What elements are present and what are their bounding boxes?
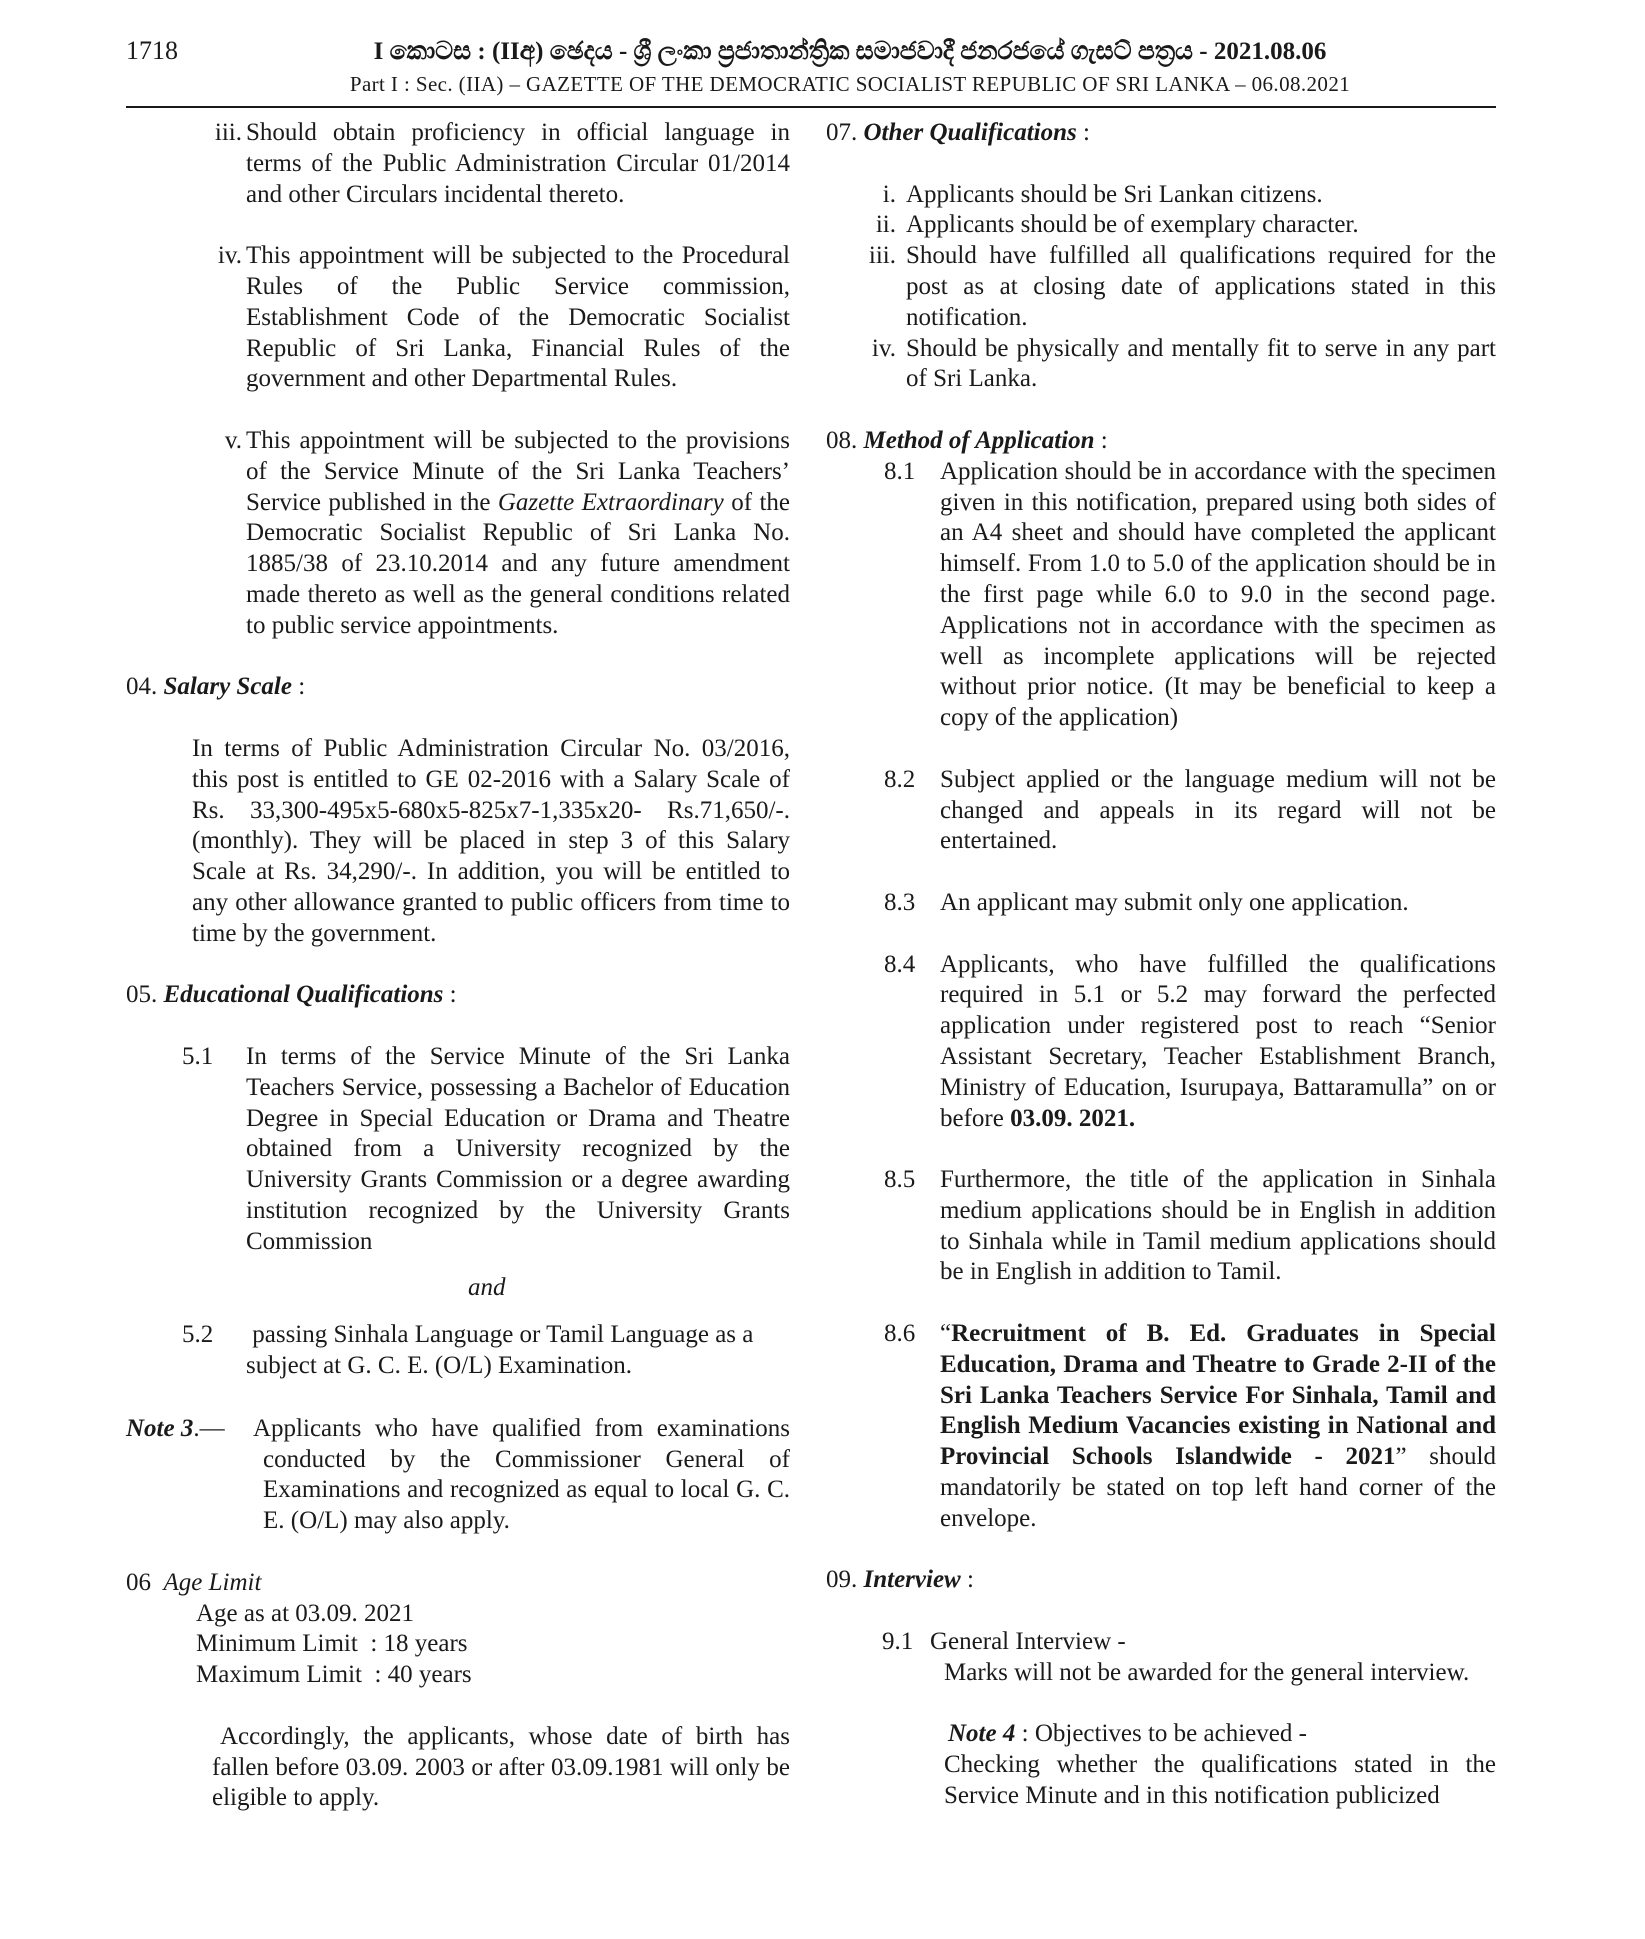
clause-8-2: 8.2 Subject applied or the language medium will not be changed and appeals in its regard will not be entertained. [884,765,1496,855]
list-item: iii. Should have fulfilled all qualifications required for the post as at closing date of applications stated in this notification. [868,242,1496,331]
right-column [826,118,1496,1812]
clause-8-4: 8.4 Applicants, who have fulfilled the qualifications required in 5.1 or 5.2 may forward the perfected application under registered post to reach “Senior Assistant Secretary, Teacher Establishment Branch, Ministry of Education, Isurupaya, Battaramulla” on or before 03.09. 2021. [884,950,1496,1132]
header-title-sinhala: I කොටස : (IIඅ) ඡෙදය - ශ්‍රී ලංකා ප්‍රජාතාන්ත්‍රික සමාජවාදී ජනරජයේ ගැසට් පත්‍රය - 2021.08.06 [373,38,1327,65]
list-item-number: v. [224,426,242,454]
age-as-at: Age as at 03.09. 2021 [196,1599,415,1627]
age-limit-eligibility: Accordingly, the applicants, whose date of birth has fallen before 03.09. 2003 or after 03.09.1981 will only be eligible to apply. [212,1722,790,1812]
list-item-text: This appointment will be subjected to the Procedural Rules of the Public Service commission, Establishment Code of the Democratic Socialist Republic of Sri Lanka, Financial Rules of the government and other Departmental Rules. [246,242,790,393]
minimum-limit: Minimum Limit : 18 years [196,1630,468,1658]
clause-number: 5.1 [182,1042,214,1070]
clause-text: passing Sinhala Language or Tamil Language as a subject at G. C. E. (O/L) Examination. [246,1321,760,1380]
salary-scale-body: In terms of Public Administration Circular No. 03/2016, this post is entitled to GE 02-2016 with a Salary Scale of Rs. 33,300-495x5-680x5-825x7-1,335x20- Rs.71,650/-. (monthly). They will be placed in step 3 of this Salary Scale at Rs. 34,290/-. In addition, you will be entitled to any other allowance granted to public officers from time to time by the government. [192,734,790,947]
list-item-number: iii. [214,119,242,146]
clause-text: In terms of the Service Minute of the Sri Lanka Teachers Service, possessing a Bachelor of Education Degree in Special Education or Drama and Theatre obtained from a University recognized by the University Grants Commission or a degree awarding institution recognized by the University Grants Commission [246,1042,790,1255]
section-heading-salary-scale: 04. Salary Scale : [126,673,306,701]
list-item: ii. Applicants should be of exemplary character. [875,211,1359,239]
note-4-heading: Note 4 : Objectives to be achieved - [948,1720,1307,1748]
list-item-iii [126,118,790,210]
clause-8-3: 8.3 An applicant may submit only one application. [884,888,1409,916]
clause-8-5: 8.5 Furthermore, the title of the application in Sinhala medium applications should be in English in addition to Sinhala while in Tamil medium applications should be in English in addition to Tamil. [884,1166,1496,1286]
general-interview-text: Marks will not be awarded for the general interview. [944,1658,1470,1686]
age-limit-details [126,1599,790,1691]
list-item: i. Applicants should be Sri Lankan citizens. [882,180,1323,208]
header-rule [126,106,1496,108]
maximum-limit: Maximum Limit : 40 years [196,1661,472,1689]
other-qualifications-list [826,180,1496,396]
clause-number: 5.2 [182,1321,214,1349]
page-number: 1718 [126,36,178,65]
clause-8-1: 8.1 Application should be in accordance with the specimen given in this notification, prepared using both sides of an A4 sheet and should have completed the applicant himself. From 1.0 to 5.0 of the application should be in the first page while 6.0 to 9.0 in the second page. Applications not in accordance with the specimen as well as incomplete applications will be rejected without prior notice. (It may be beneficial to keep a copy of the application) [884,457,1496,732]
closing-date: 03.09. 2021. [1010,1104,1136,1132]
header-title-english: Part I : Sec. (IIA) – GAZETTE OF THE DEMOCRATIC SOCIALIST REPUBLIC OF SRI LANKA – 06.08.2021 [349,72,1351,96]
envelope-title: Recruitment of B. Ed. Graduates in Special Education, Drama and Theatre to Grade 2-II of the Sri Lanka Teachers Service For Sinhala, Tamil and English Medium Vacancies existing in National and Provincial Schools Islandwide - 2021 [940,1320,1496,1471]
list-item-v [126,426,790,642]
clause-5-2 [126,1320,790,1382]
clause-9-1: 9.1 General Interview - [882,1628,1126,1656]
section-heading-educational-qualifications: 05. Educational Qualifications : [126,981,457,1009]
list-item-text: This appointment will be subjected to the provisions of the Service Minute of the Sri Lanka Teachers’ Service published in the Gazette Extraordinary of the Democratic Socialist Republic of Sri Lanka No. 1885/38 of 23.10.2014 and any future amendment made thereto as well as the general conditions related to public service appointments. [246,426,790,639]
clause-5-1 [126,1042,790,1258]
list-item-iv [126,241,790,395]
gazette-extraordinary-italic: Gazette Extraordinary [497,488,724,516]
note-text: Applicants who have qualified from examinations conducted by the Commissioner General of Examinations and recognized as equal to local G. C. E. (O/L) may also apply. [253,1414,790,1535]
section-heading-method-of-application: 08. Method of Application : [826,426,1108,454]
list-item-text: Should obtain proficiency in official language in terms of the Public Administration Circular 01/2014 and other Circulars incidental thereto. [246,119,790,208]
list-item: iv. Should be physically and mentally fit to serve in any part of Sri Lanka. [871,334,1496,393]
note-4-text: Checking whether the qualifications stated in the Service Minute and in this notification publicized [944,1751,1496,1810]
note-3 [126,1414,790,1537]
and-connector: and [468,1274,506,1302]
section-heading-other-qualifications: 07. Other Qualifications : [826,119,1090,146]
clause-8-6: 8.6 “Recruitment of B. Ed. Graduates in Special Education, Drama and Theatre to Grade 2-II of the Sri Lanka Teachers Service For Sinhala, Tamil and English Medium Vacancies existing in National and Provincial Schools Islandwide - 2021” should mandatorily be stated on top left hand corner of the envelope. [884,1320,1496,1532]
left-column [126,118,790,1814]
section-heading-age-limit: 06 Age Limit [126,1568,262,1596]
list-item-number: iv. [217,242,242,270]
note-label: Note 3.— [126,1414,225,1442]
section-heading-interview: 09. Interview : [826,1566,974,1594]
